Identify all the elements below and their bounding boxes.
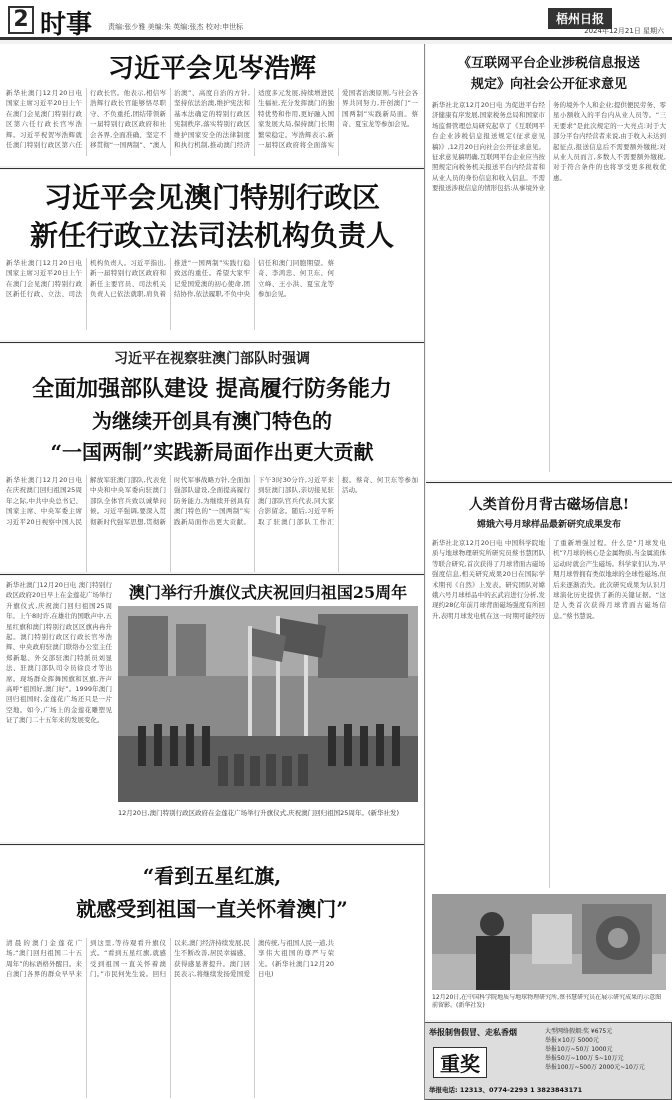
- headline-line1: 《互联网平台企业涉税信息报送: [457, 56, 640, 71]
- section-divider: [426, 482, 672, 483]
- page-header: [0, 0, 672, 40]
- section-divider: [0, 168, 424, 169]
- ad-line: 举报10万~50万 1000元: [545, 1046, 613, 1053]
- headline-line1: 习近平会见澳门特别行政区: [43, 181, 380, 214]
- article-body: 新华社澳门12月20日电 在庆祝澳门回归祖国25周年之际,中共中央总书记、国家主席、中央军委主席习近平20日视察中国人民解放军驻澳门部队,代表党中央和中央军委向驻澳门部队全体官兵致以诚挚问候。习近平强调,要深入贯彻新时代强军思想,贯彻新时代军事战略方针,全面加强部队建设,全面提高履行防务能力,为继续开创具有澳门特色的“一国两制”实践新局面作出更大贡献。下午3时30分许,习近平来到驻澳门部队,亲切接见驻澳门部队官兵代表,同大家合影留念。随后,习近平听取了驻澳门部队工作汇报。蔡奇、何卫东等参加活动。: [6, 476, 418, 526]
- section-divider: [0, 342, 424, 343]
- subheadline: 嫦娥六号月球样品最新研究成果发布: [476, 520, 621, 530]
- article-flag-raising: [0, 576, 424, 842]
- ad-reward-table: [545, 1027, 669, 1072]
- headline-line2: 就感受到祖国一直关怀着澳门”: [76, 897, 348, 921]
- article-cen-haohui: [0, 44, 424, 166]
- ad-reward-label: 重奖: [433, 1047, 487, 1078]
- headline-line3: “一国两制”实践新局面作出更大贡献: [50, 440, 374, 464]
- headline-line1: 全面加强部队建设 提高履行防务能力: [32, 376, 392, 402]
- headline-line2: 规定》向社会公开征求意见: [470, 77, 627, 92]
- article-body: 新华社澳门12月20日电 国家主席习近平20日上午在澳门会见澳门特别行政区第六任行政长官岑浩辉。习近平祝贺岑浩辉就任澳门特别行政区第六任行政长官。他表示,相信岑浩辉行政长官能够恪尽职守、不负重托,团结带领新一届特别行政区政府和社会各界,全面准确、坚定不移贯彻“一国两制”、“澳人治澳”、高度自治的方针,坚持依法治澳,维护宪法和基本法确定的特别行政区宪制秩序,落实特别行政区维护国家安全的法律制度和执行机制,推动澳门经济适度多元发展,持续增进民生福祉,充分发挥澳门的独特优势和作用,更好融入国家发展大局,保持澳门长期繁荣稳定。岑浩辉表示,新一届特区政府将全面落实爱国者治澳原则,与社会各界共同努力,开创澳门“一国两制”实践新局面。蔡奇、夏宝龙等参加会见。: [6, 89, 418, 150]
- article-garrison: [0, 344, 424, 572]
- ad-title: 举报制售假冒、走私香烟: [429, 1028, 517, 1037]
- ad-hotline: 举报电话: 12313、0774-2293 1 3823843171: [429, 1086, 583, 1094]
- section-title: 时事: [40, 10, 93, 40]
- ad-line: 举报100万~500万 2000元~10万元: [545, 1064, 645, 1071]
- page-number: 2: [8, 6, 34, 34]
- headline: 习近平会见岑浩辉: [107, 54, 316, 84]
- headline-line2: 为继续开创具有澳门特色的: [92, 409, 332, 433]
- headline: 澳门举行升旗仪式庆祝回归祖国25周年: [128, 583, 408, 602]
- headline-line2: 新任行政立法司法机构负责人: [29, 219, 394, 252]
- article-macao-officials: [0, 170, 424, 340]
- newspaper-logo: 梧州日报: [548, 8, 612, 29]
- section-divider: [0, 574, 424, 575]
- article-body: 新华社澳门12月20日电 国家主席习近平20日上午在澳门会见澳门特别行政区新任行政、立法、司法机构负责人。习近平指出,新一届特别行政区政府和新任主要官员、司法机关负责人已依法就职,肩负着推进“一国两制”实践行稳致远的重任。希望大家牢记爱国爱澳的初心使命,团结协作,依法履职,不负中央信任和澳门同胞期望。蔡奇、李鸿忠、何卫东、何立峰、王小洪、夏宝龙等参加会见。: [6, 259, 334, 299]
- article-platform-tax: [426, 44, 672, 480]
- article-lunar-magnetic: [426, 484, 672, 1020]
- anti-smuggling-ad: [424, 1022, 672, 1100]
- flag-raising-photo: [118, 606, 418, 802]
- headline: 人类首份月背古磁场信息!: [468, 497, 630, 513]
- researcher-photo: [432, 894, 666, 990]
- ad-line: 大型网络假烟:奖 ¥675元: [545, 1028, 613, 1035]
- article-body: 清晨的澳门金莲花广场,“澳门回归祖国二十五周年”的标语格外醒目。来自澳门各界的群众早早来到这里,等待观看升旗仪式。“看到五星红旗,就感受到祖国一直关怀着澳门。”市民何先生说。回归以来,澳门经济持续发展,民生不断改善,居民幸福感、获得感显著提升。澳门居民表示,将继续发扬爱国爱澳传统,与祖国人民一道,共享伟大祖国的尊严与荣光。(新华社澳门12月20日电): [6, 939, 334, 979]
- photo-caption: 12月20日,在中国科学院地质与地球物理研究所,蔡书慧研究员在展示研究成果的示意图前留影。(新华社发): [432, 994, 662, 1009]
- headline-line1: “看到五星红旗,: [142, 864, 282, 888]
- kicker: 习近平在视察驻澳门部队时强调: [114, 351, 310, 367]
- ad-line: 举报×10万 5000元: [545, 1037, 599, 1044]
- ad-line: 举报50万~100万 5~10万元: [545, 1055, 624, 1062]
- article-body: 新华社北京12月20日电 中国科学院地质与地球物理研究所研究员蔡书慧团队等联合研究,首次获得了月球背面古磁场强度信息,相关研究成果20日在国际学术期刊《自然》上发表。研究团队对嫦娥六号月球样品中的玄武岩进行分析,发现约28亿年前月球背面磁场强度有所回升,表明月球发电机在这一时期可能经历了重新增强过程。什么是“月球发电机”?月球的核心是金属物质,当金属流体运动时就会产生磁场。科学家们认为,早期月球曾拥有类似地球的全球性磁场,但后来逐渐消失。此次研究成果为认识月球演化历史提供了新的关键证据。“这是人类首次获得月球背面古磁场信息。”蔡书慧说。: [432, 539, 666, 620]
- section-divider: [0, 844, 424, 845]
- article-five-star-flag: [0, 846, 424, 1100]
- issue-date: 2024年12月21日 星期六: [584, 27, 664, 35]
- article-body: 新华社北京12月20日电 为促进平台经济健康有序发展,国家税务总局和国家市场监督管理总局研究起草了《互联网平台企业涉税信息报送规定(征求意见稿)》,12月20日向社会公开征求意见。征求意见稿明确,互联网平台企业应当按照规定向税务机关报送平台内经营者和从业人员的身份信息和收入信息。不需要报送涉税信息的情形包括:从事境外业务的境外个人和企业;提供便民劳务、零星小额收入的平台内从业人员等。“三无要求”是此次规定的一大亮点:对于大部分平台内经营者来说,由于收入未达到起征点,报送信息后不需要额外缴税;对从业人员而言,多数人不需要额外缴税,对于符合条件的也将享受更多税收优惠。: [432, 101, 666, 193]
- photo-caption: 12月20日,澳门特别行政区政府在金莲花广场举行升旗仪式,庆祝澳门回归祖国25周年。(新华社发): [118, 809, 400, 817]
- editor-credits: 责编:张少雅 美编:朱 英编:张杰 校对:申世标: [108, 23, 244, 31]
- column-divider: [424, 44, 425, 1100]
- article-body-left: 新华社澳门12月20日电 澳门特别行政区政府20日早上在金莲花广场举行升旗仪式,庆祝澳门回归祖国25周年。上午8时许,在雄壮的国歌声中,五星红旗和澳门特别行政区区旗冉冉升起。澳门特别行政区行政长官岑浩辉、中央政府驻澳门联络办公室主任郑新聪、外交部驻澳门特派员刘显法、驻澳门部队司令员徐良才等出席。现场群众挥舞国旗和区旗,齐声高呼“祖国好,澳门好”。1999年澳门回归祖国时,金莲花广场还只是一片空地。如今,广场上的金莲花雕塑见证了澳门二十五年来的发展变化。: [6, 581, 112, 725]
